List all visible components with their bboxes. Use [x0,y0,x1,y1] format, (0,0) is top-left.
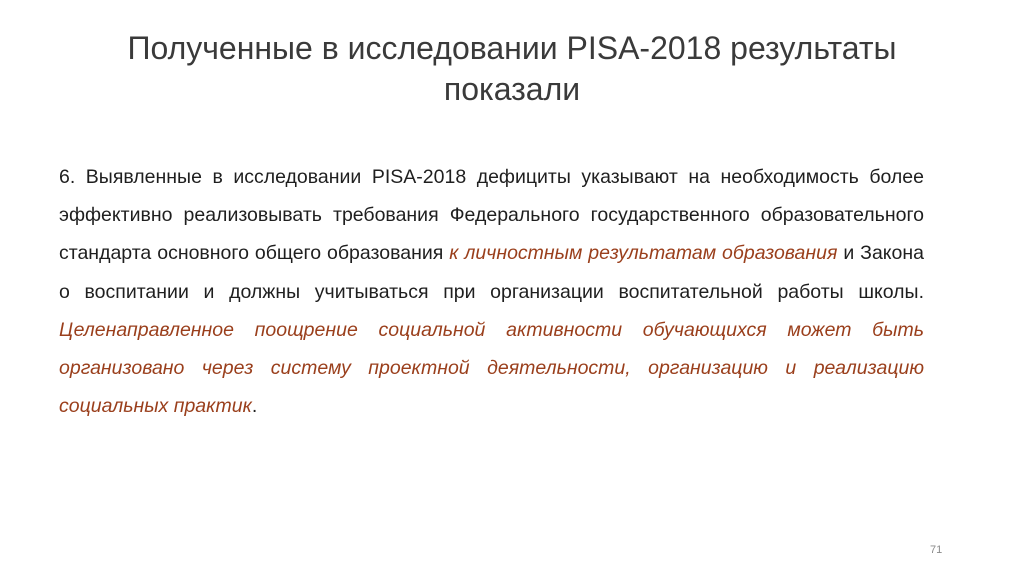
slide-body-text [59,158,924,425]
body-text-end: . [251,395,258,418]
page-number: 71 [930,544,943,556]
emphasis-personal-results: к личностным результатам образования [449,242,838,265]
body-text-part-2: и Закона о воспитании и должны учитываться при организации воспитательной работы школы. [59,242,925,303]
slide-title: Полученные в исследовании PISA-2018 результаты показали [127,30,897,107]
body-text-part-1: 6. Выявленные в исследовании PISA-2018 дефициты указывают на необходимость более эффективно реализовывать требования Федерального государственного образовательного стандарта основного общего образования [59,166,924,265]
emphasis-social-activity: Целенаправленное поощрение социальной активности обучающихся может быть организовано через систему проектной деятельности, организацию и реализацию социальных практик [59,318,924,418]
